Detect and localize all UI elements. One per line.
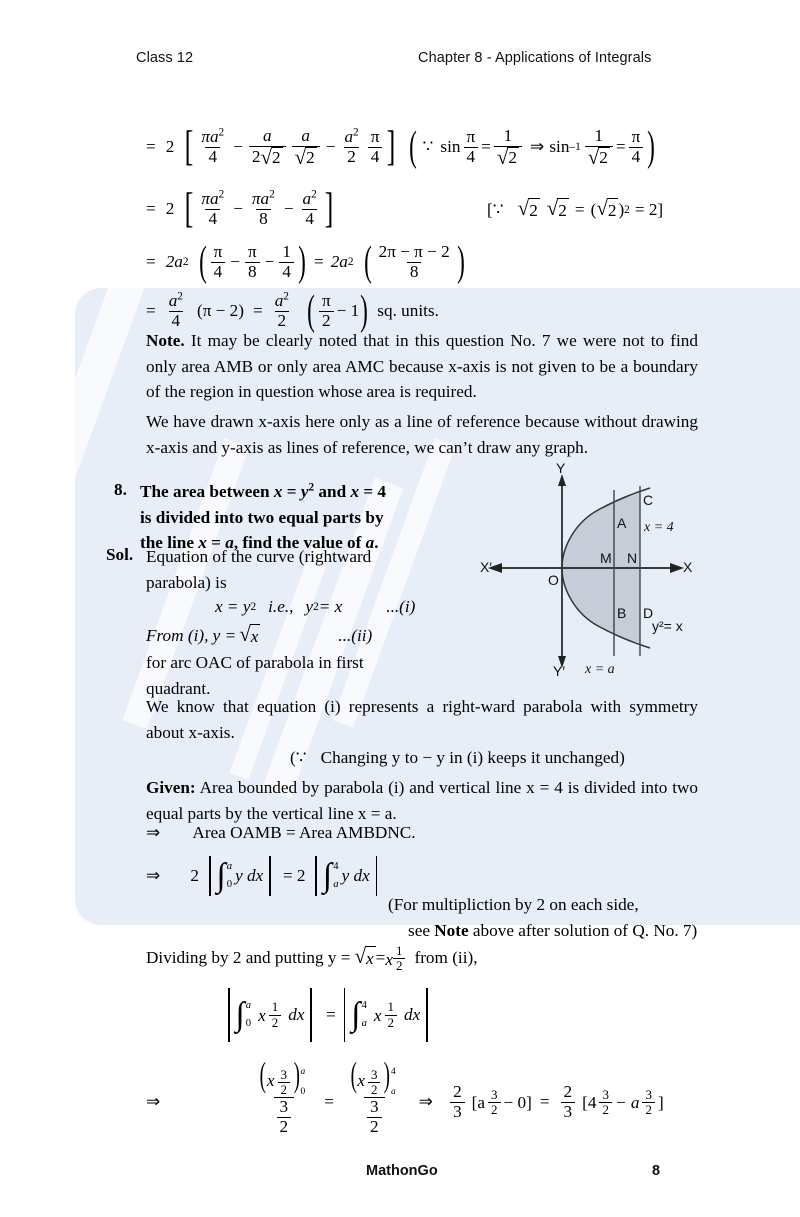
footer-brand: MathonGo [366, 1163, 438, 1179]
x-power-half: x $\frac{1}{2}$ [385, 944, 408, 973]
term-pi-over-2: $\frac{\pi}{2}$ [319, 292, 334, 330]
two-thirds-right: $\frac{2}{3}$ [561, 1083, 576, 1121]
final-evaluation-line: ⇒ ( x $\frac{3}{2}$ ) a 0 $\frac{3}{2}$ = ( x $\frac{3}{2}$ ) 4 a $\frac{3}{2}$ ⇒ $\frac{2}{3}$ [a $\frac{3}{2}$ − 0] = $\frac{2}{3}$ [4 $\frac{3}{2}$ − a $\frac{3}{2}$ ] [146, 1056, 664, 1136]
paren-close: ) [360, 287, 369, 335]
arcsin-arg: 1 √ 2 [585, 127, 613, 168]
abs-bar [209, 856, 211, 896]
term-a-over-2root2: a 2 √ 2 [249, 127, 286, 168]
term-1-over-4: $\frac{1}{4}$ [279, 243, 294, 281]
question-number: 8. [114, 480, 127, 499]
label-curve-equation: y²= x [652, 618, 683, 634]
symmetry-aside: (∵ Changing y to − y in (i) keeps it unchanged) [290, 748, 625, 767]
integral-sign: ∫ [235, 995, 245, 1033]
equation-ii: From (i), y = √ x ...(ii) [146, 624, 372, 649]
abs-bar [315, 856, 317, 896]
label-point-c: C [643, 492, 654, 508]
a-power-three-halves: [a $\frac{3}{2}$ − 0] [471, 1086, 532, 1117]
term-pi-over-4: $\frac{\pi}{4}$ [211, 243, 226, 281]
solution-label: Sol. [106, 545, 134, 564]
solution-intro-line-1: Equation of the curve (rightward [146, 547, 372, 566]
equation-line-1: = 2 [ $\frac{\pi a^2}{4}$ − a 2 √ 2 a √ 2 − $\frac{a^2}{2}$ $\frac{\pi}{4}$ ] ( ∵ sin $\frac{\pi}{4}$ = 1 √ 2 ⇒ sin –1 1 √ 2 = $\frac{\pi}{4}$ ) [146, 123, 656, 171]
aside-line-1: (For multipliction by 2 on each side, [388, 895, 639, 914]
integral-limits: 4 a [361, 999, 367, 1029]
equation-line-2: = 2 [ $\frac{\pi a^2}{4}$ − $\frac{\pi a^2}{8}$ − $\frac{a^2}{4}$ ] [146, 185, 334, 233]
result-pi-over-4: $\frac{\pi}{4}$ [629, 128, 644, 166]
abs-bar [269, 856, 271, 896]
abs-bar [310, 988, 312, 1042]
abs-bar [228, 988, 230, 1042]
solution-intro-line-2: parabola) is [146, 572, 227, 592]
term-a2-over-2: $\frac{a^2}{2}$ [344, 126, 359, 166]
label-y-axis-bottom: Y′ [553, 663, 565, 679]
multiplication-aside [388, 892, 697, 943]
integral-limits: a 0 [226, 860, 233, 890]
given-paragraph [146, 775, 698, 826]
integral-half-power-line: ∫ a 0 x $\frac{1}{2}$ dx = ∫ 4 a x $\frac{1}{2}$ dx [222, 988, 434, 1042]
bracket-open: [ [184, 123, 194, 171]
header-chapter-label: Chapter 8 - Applications of Integrals [418, 50, 652, 66]
term-pi-a2-over-8: $\frac{\pi a^2}{8}$ [251, 188, 275, 228]
label-y-axis-top: Y [556, 460, 566, 476]
figure-svg [480, 460, 702, 682]
paren-open: ( [307, 287, 315, 335]
given-text: Area bounded by parabola (i) and vertical line x = 4 is divided into two equal parts by the vertical line x = a. [146, 778, 698, 823]
note-paragraph [146, 328, 698, 405]
label-point-b: B [617, 605, 627, 621]
label-point-n: N [627, 550, 638, 566]
x-power-half: x $\frac{1}{2}$ [374, 1000, 400, 1029]
bracket-close: ] [324, 185, 334, 233]
two-thirds-left: $\frac{2}{3}$ [450, 1083, 465, 1121]
x-axis-arrow-right [670, 563, 684, 573]
paren-open: ( [409, 123, 418, 171]
term-a2-over-4: $\frac{a^2}{4}$ [168, 290, 183, 330]
bracket-open: [ [184, 185, 194, 233]
question-line-2: is divided into two equal parts by [140, 507, 384, 527]
angle-pi-over-4: $\frac{\pi}{4}$ [463, 128, 478, 166]
abs-bar [426, 988, 428, 1042]
radical: √ 2 [294, 144, 315, 169]
solution-intro [146, 544, 476, 595]
radical: √ 2 [587, 144, 608, 169]
term-pi-a2-over-4: $\frac{\pi a^2}{4}$ [201, 126, 225, 166]
eval-limits: a 0 [300, 1067, 306, 1097]
arc-line-1: for arc OAC of parabola in first [146, 653, 364, 672]
paren-open: ( [198, 238, 207, 286]
eval-limits: 4 a [390, 1067, 396, 1097]
question-line-3: the line x = a, find the value of a. [140, 533, 379, 552]
label-x-equals-a: x = a [585, 662, 615, 677]
question-line-1: The area between $x = y^2$ and x = 4 [140, 481, 387, 501]
label-point-a: A [617, 515, 627, 531]
radical: √ 2 [596, 198, 618, 223]
right-evaluated-term: ( x $\frac{3}{2}$ ) 4 a $\frac{3}{2}$ [350, 1056, 396, 1136]
x-power-half: x $\frac{1}{2}$ [258, 1000, 284, 1029]
value-1-over-root2: 1 √ 2 [494, 127, 522, 168]
equation-line-3: = 2a 2 ( $\frac{\pi}{4}$ − $\frac{\pi}{8}$ − $\frac{1}{4}$ ) = 2a 2 ( $\frac{2\pi - \pi - 2}{8}$ ) [146, 238, 465, 286]
radical: √ x [239, 624, 260, 649]
abs-bar [376, 856, 378, 896]
integral-sign: ∫ [323, 856, 333, 894]
area-equality-line: ⇒ Area OAMB = Area AMBDNC. [146, 823, 416, 842]
paren-close: ) [456, 238, 465, 286]
integral-equality-line: ⇒ 2 ∫ a 0 y dx = 2 ∫ 4 a y dx [146, 856, 383, 896]
label-point-d: D [643, 605, 654, 621]
radical: √ 2 [496, 144, 517, 169]
term-a2-over-2: $\frac{a^2}{2}$ [274, 290, 289, 330]
term-combined-fraction: $\frac{2\pi - \pi - 2}{8}$ [378, 242, 450, 281]
equation-line-2-aside: [ ∵ √ 2 √ 2 = ( √ 2 ) 2 = 2] [487, 198, 663, 223]
paren-close: ) [298, 238, 306, 286]
equation-line-4: = $\frac{a^2}{4}$ (π − 2) = $\frac{a^2}{2}$ ( $\frac{\pi}{2}$ − 1 ) sq. units. [146, 287, 439, 335]
axis-reference-paragraph: We have drawn x-axis here only as a line of reference because without drawing x-axis and y-axis as lines of reference, we can’t draw any graph. [146, 412, 698, 457]
footer-page-number: 8 [652, 1163, 661, 1179]
radical: √ 2 [518, 198, 540, 223]
equation-i: x = y 2 i.e., y 2 = x ...(i) [215, 596, 415, 619]
abs-bar [344, 988, 346, 1042]
integral-sign: ∫ [216, 856, 226, 894]
term-a2-over-4: $\frac{a^2}{4}$ [302, 188, 317, 228]
four-minus-a-powers: [4 $\frac{3}{2}$ − a $\frac{3}{2}$ ] [582, 1086, 664, 1117]
dividing-line: Dividing by 2 and putting y = √ x = x $\frac{1}{2}$ from (ii), [146, 943, 478, 974]
arc-line-2: quadrant. [146, 678, 211, 698]
radical: √ 2 [260, 144, 281, 169]
label-point-m: M [600, 550, 612, 566]
label-origin: O [548, 572, 559, 588]
left-evaluated-term: ( x $\frac{3}{2}$ ) a 0 $\frac{3}{2}$ [259, 1056, 306, 1136]
note-text: It may be clearly noted that in this question No. 7 we were not to find only area AMB or only area AMC because x-axis is not given to be a boundary of the region in question whose area is required. [146, 331, 698, 401]
term-a-over-root2: a √ 2 [292, 127, 320, 168]
paren-close: ) [647, 123, 656, 171]
bracket-close: ] [387, 123, 396, 171]
integral-sign: ∫ [351, 995, 361, 1033]
term-pi-a2-over-4: $\frac{\pi a^2}{4}$ [201, 188, 225, 228]
header-class-label: Class 12 [136, 50, 194, 66]
given-label: Given: [146, 778, 196, 797]
equation-tag-ii: ...(ii) [338, 626, 373, 645]
radical: √ 2 [547, 198, 569, 223]
integral-limits: a 0 [245, 999, 252, 1029]
symmetry-paragraph: We know that equation (i) represents a right-ward parabola with symmetry about x-axis. [146, 697, 698, 742]
label-x-equals-4: x = 4 [644, 520, 674, 535]
parabola-figure [480, 460, 702, 682]
term-pi-over-4: $\frac{\pi}{4}$ [368, 128, 383, 166]
term-pi-over-8: $\frac{\pi}{8}$ [245, 243, 260, 281]
label-x-axis-left: X′ [480, 559, 492, 575]
radical: √ x [354, 946, 375, 971]
note-label: Note. [146, 331, 185, 350]
integral-limits: 4 a [333, 860, 339, 890]
paren-open: ( [363, 238, 372, 286]
equation-tag-i: ...(i) [386, 597, 416, 616]
label-x-axis-right: X [683, 559, 693, 575]
aside-line-2: see Note above after solution of Q. No. 7) [408, 920, 698, 940]
